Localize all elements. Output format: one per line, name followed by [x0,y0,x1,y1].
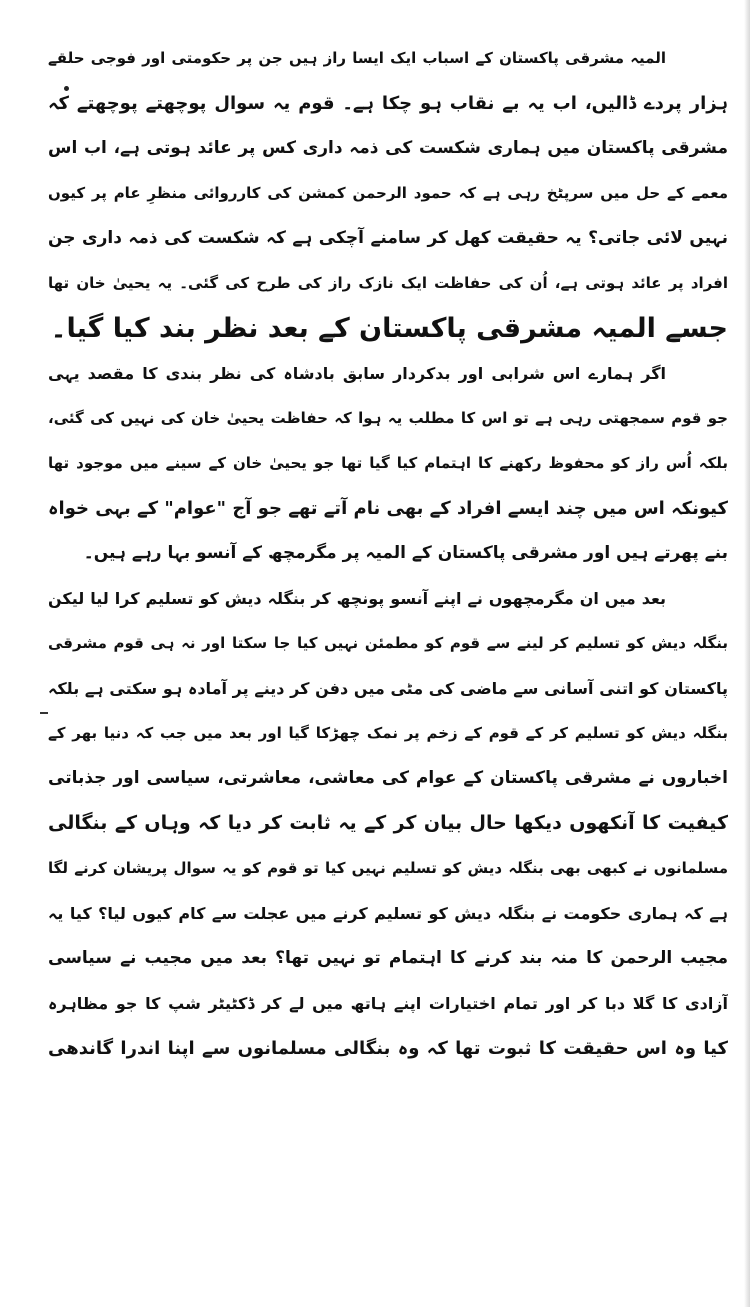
text-line-3: مشرقی پاکستان میں ہماری شکست کی ذمہ داری کس پر عائد ہوتی ہے، اب اس [48,138,728,158]
text-line-10: بلکہ اُس راز کو محفوظ رکھنے کا اہتمام کیا گیا تھا جو یحییٰ خان کے سینے میں موجود تھا [48,454,728,472]
text-line-9: جو قوم سمجھتی رہی ہے تو اس کا مطلب یہ ہوا کہ حفاظت یحییٰ خان کی نہیں کی گئی، [48,409,728,427]
text-line-15: پاکستان کو اتنی آسانی سے ماضی کی مٹی میں دفن کر دینے پر آمادہ ہو سکتی ہے بلکہ [48,679,728,698]
text-line-18: کیفیت کا آنکھوں دیکھا حال بیان کر کے یہ ثابت کر دیا کہ وہاں کے بنگالی [48,812,728,834]
text-line-8: اگر ہمارے اس شرابی اور بدکردار سابق بادشاہ کی نظر بندی کا مقصد یہی [48,364,666,383]
text-line-6: افراد پر عائد ہوتی ہے، اُن کی حفاظت ایک نازک راز کی طرح کی گئی۔ یہ یحییٰ خان تھا [48,274,728,292]
text-line-11: کیونکہ اس میں چند ایسے افراد کے بھی نام آتے تھے جو آج "عوام" کے بہی خواہ [48,498,728,519]
text-line-21: مجیب الرحمن کا منہ بند کرنے کا اہتمام تو نہیں تھا؟ بعد میں مجیب نے سیاسی [48,948,728,968]
text-line-13: بعد میں ان مگرمچھوں نے اپنے آنسو پونچھ کر بنگلہ دیش کو تسلیم کرا لیا لیکن [48,589,666,608]
text-line-14: بنگلہ دیش کو تسلیم کر لینے سے قوم کو مطمئن نہیں کیا جا سکتا اور نہ ہی قوم مشرقی [48,634,728,652]
text-line-12: بنے پھرتے ہیں اور مشرقی پاکستان کے المیہ پر مگرمچھ کے آنسو بہا رہے ہیں۔ [83,543,728,563]
text-line-20: ہے کہ ہماری حکومت نے بنگلہ دیش کو تسلیم کرنے میں عجلت سے کام کیوں لیا؟ کیا یہ [48,904,728,923]
text-line-23: کیا وہ اس حقیقت کا ثبوت تھا کہ وہ بنگالی مسلمانوں سے اپنا اندرا گاندھی [48,1038,728,1059]
urdu-text-body [48,36,728,1071]
text-line-17: اخباروں نے مشرقی پاکستان کے عوام کی معاشی، معاشرتی، سیاسی اور جذباتی [48,768,728,788]
text-line-7: جسے المیہ مشرقی پاکستان کے بعد نظر بند کیا گیا۔ [50,313,728,344]
text-line-22: آزادی کا گلا دبا کر اور تمام اختیارات اپنے ہاتھ میں لے کر ڈکٹیٹر شپ کا جو مظاہرہ [48,994,728,1013]
text-line-2: ہزار پردے ڈالیں، اب یہ بے نقاب ہو چکا ہے۔ قوم یہ سوال پوچھتے پوچھتے کہ [48,93,728,114]
text-line-4: معمے کے حل میں سرپٹخ رہی ہے کہ حمود الرحمن کمشن کی کارروائی منظرِ عام پر کیوں [48,184,728,202]
text-line-19: مسلمانوں نے کبھی بھی بنگلہ دیش کو تسلیم نہیں کیا تو قوم کو یہ سوال پریشان کرنے لگا [48,859,728,877]
stray-dash-mark [40,712,48,714]
text-line-1: المیہ مشرقی پاکستان کے اسباب ایک ایسا راز ہیں جن پر حکومتی اور فوجی حلقے [48,49,666,67]
text-line-5: نہیں لائی جاتی؟ یہ حقیقت کھل کر سامنے آچکی ہے کہ شکست کی ذمہ داری جن [48,228,728,248]
text-line-16: بنگلہ دیش کو تسلیم کر کے قوم کے زخم پر نمک چھڑکا گیا اور بعد میں جب کہ دنیا بھر کے [48,724,728,742]
scan-edge-shadow [744,0,750,1307]
